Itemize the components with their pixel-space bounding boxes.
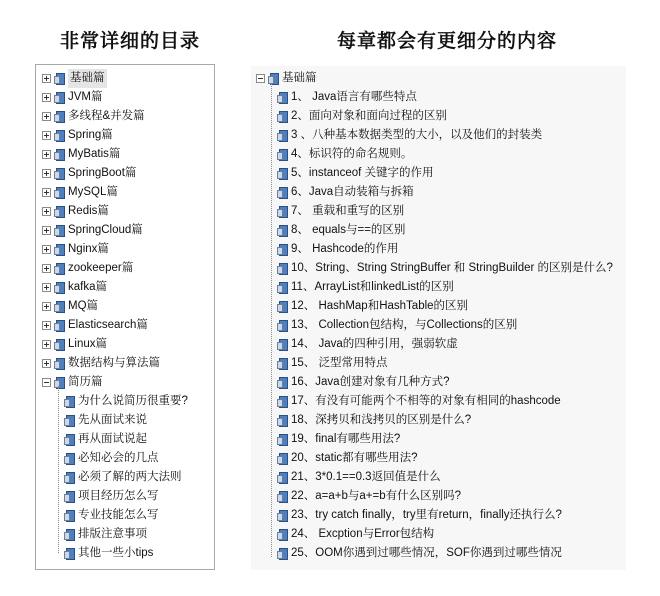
document-icon bbox=[54, 358, 64, 370]
document-icon bbox=[54, 168, 64, 180]
tree-item-label: MQ篇 bbox=[68, 300, 99, 312]
tree-item[interactable] bbox=[42, 69, 107, 88]
tree-item[interactable] bbox=[42, 126, 113, 145]
tree-root[interactable] bbox=[256, 69, 317, 88]
document-icon bbox=[277, 130, 287, 142]
document-icon bbox=[277, 415, 287, 427]
tree-subitem[interactable] bbox=[277, 202, 404, 221]
document-icon bbox=[277, 453, 287, 465]
tree-item-label: 简历篇 bbox=[68, 376, 103, 388]
tree-subitem-label: 21、3*0.1==0.3返回值是什么 bbox=[291, 471, 441, 483]
tree-item[interactable] bbox=[42, 88, 103, 107]
tree-subitem[interactable] bbox=[277, 449, 418, 468]
document-icon bbox=[277, 339, 287, 351]
tree-item-label: zookeeper篇 bbox=[68, 262, 134, 274]
document-icon bbox=[277, 377, 287, 389]
document-icon bbox=[277, 529, 287, 541]
tree-subitem[interactable] bbox=[277, 373, 449, 392]
tree-item[interactable] bbox=[42, 202, 109, 221]
tree-subitem[interactable] bbox=[277, 259, 613, 278]
tree-subitem-label: 15、 泛型常用特点 bbox=[291, 357, 388, 369]
tree-subitem-label: 专业技能怎么写 bbox=[78, 509, 159, 521]
document-icon bbox=[54, 339, 64, 351]
document-icon bbox=[64, 434, 74, 446]
document-icon bbox=[277, 282, 287, 294]
tree-subitem[interactable] bbox=[277, 487, 461, 506]
collapse-icon[interactable] bbox=[256, 74, 265, 83]
tree-subitem[interactable] bbox=[277, 88, 417, 107]
document-icon bbox=[277, 206, 287, 218]
tree-subitem[interactable] bbox=[277, 335, 458, 354]
tree-item[interactable] bbox=[42, 183, 118, 202]
tree-subitem[interactable] bbox=[277, 354, 388, 373]
tree-subitem[interactable] bbox=[64, 487, 159, 506]
expand-icon[interactable] bbox=[42, 264, 51, 273]
tree-subitem-label: 4、标识符的命名规则。 bbox=[291, 148, 413, 160]
document-icon bbox=[277, 396, 287, 408]
document-icon bbox=[54, 377, 64, 389]
left-tree-panel[interactable] bbox=[35, 64, 215, 570]
tree-subitem[interactable] bbox=[277, 525, 434, 544]
document-icon bbox=[54, 244, 64, 256]
tree-subitem-label: 14、 Java的四种引用，强弱软虚 bbox=[291, 338, 458, 350]
document-icon bbox=[277, 111, 287, 123]
document-icon bbox=[277, 149, 287, 161]
expand-icon[interactable] bbox=[42, 359, 51, 368]
document-icon bbox=[277, 472, 287, 484]
tree-subitem-label: 25、OOM你遇到过哪些情况，SOF你遇到过哪些情况 bbox=[291, 547, 562, 559]
document-icon bbox=[277, 92, 287, 104]
tree-item-label: SpringCloud篇 bbox=[68, 224, 143, 236]
tree-subitem-label: 24、 Excption与Error包结构 bbox=[291, 528, 435, 540]
document-icon bbox=[54, 282, 64, 294]
expand-icon[interactable] bbox=[42, 245, 51, 254]
tree-subitem-label: 项目经历怎么写 bbox=[78, 490, 159, 502]
tree-subitem-label: 其他一些小tips bbox=[78, 547, 154, 559]
document-icon bbox=[64, 529, 74, 541]
tree-item-label: 数据结构与算法篇 bbox=[68, 357, 160, 369]
tree-guide-line bbox=[58, 386, 59, 553]
tree-item-label: 基础篇 bbox=[68, 69, 107, 88]
tree-item-label: Elasticsearch篇 bbox=[68, 319, 148, 331]
tree-subitem-label: 23、try catch finally，try里有return，finally还执行么? bbox=[291, 509, 562, 521]
document-icon bbox=[277, 358, 287, 370]
document-icon bbox=[54, 130, 64, 142]
tree-subitem[interactable] bbox=[64, 525, 147, 544]
tree-subitem-label: 22、a=a+b与a+=b有什么区别吗? bbox=[291, 490, 462, 502]
tree-subitem[interactable] bbox=[277, 430, 400, 449]
document-icon bbox=[277, 320, 287, 332]
tree-root-label: 基础篇 bbox=[282, 72, 317, 84]
tree-subitem-label: 5、instanceof 关键字的作用 bbox=[291, 167, 434, 179]
document-icon bbox=[277, 510, 287, 522]
tree-subitem-label: 19、final有哪些用法? bbox=[291, 433, 401, 445]
tree-item-label: kafka篇 bbox=[68, 281, 107, 293]
document-icon bbox=[54, 111, 64, 123]
tree-item-label: 多线程&并发篇 bbox=[68, 110, 145, 122]
tree-subitem-label: 再从面试说起 bbox=[78, 433, 147, 445]
document-icon bbox=[54, 73, 64, 85]
document-icon bbox=[277, 263, 287, 275]
tree-subitem-label: 1、 Java语言有哪些特点 bbox=[291, 91, 417, 103]
tree-item[interactable] bbox=[42, 278, 107, 297]
tree-subitem[interactable] bbox=[277, 164, 434, 183]
tree-subitem[interactable] bbox=[277, 316, 517, 335]
tree-subitem[interactable] bbox=[277, 278, 454, 297]
tree-subitem[interactable] bbox=[64, 392, 188, 411]
document-icon bbox=[277, 225, 287, 237]
tree-item[interactable] bbox=[42, 145, 120, 164]
expand-icon[interactable] bbox=[42, 169, 51, 178]
tree-subitem[interactable] bbox=[277, 392, 561, 411]
right-tree-panel[interactable] bbox=[251, 66, 626, 570]
document-icon bbox=[64, 396, 74, 408]
document-icon bbox=[277, 301, 287, 313]
tree-subitem[interactable] bbox=[277, 297, 468, 316]
tree-subitem-label: 16、Java创建对象有几种方式? bbox=[291, 376, 450, 388]
document-icon bbox=[54, 92, 64, 104]
tree-subitem-label: 2、面向对象和面向过程的区别 bbox=[291, 110, 447, 122]
tree-item-label: JVM篇 bbox=[68, 91, 103, 103]
tree-subitem-label: 必知必会的几点 bbox=[78, 452, 159, 464]
tree-item[interactable] bbox=[42, 221, 143, 240]
tree-subitem-label: 6、Java自动装箱与拆箱 bbox=[291, 186, 414, 198]
tree-subitem-label: 7、 重载和重写的区别 bbox=[291, 205, 405, 217]
expand-icon[interactable] bbox=[42, 321, 51, 330]
document-icon bbox=[277, 548, 287, 560]
expand-icon[interactable] bbox=[42, 93, 51, 102]
document-icon bbox=[64, 510, 74, 522]
tree-subitem-label: 9、 Hashcode的作用 bbox=[291, 243, 399, 255]
tree-item[interactable] bbox=[42, 316, 148, 335]
tree-subitem[interactable] bbox=[277, 240, 398, 259]
document-icon bbox=[54, 149, 64, 161]
tree-subitem[interactable] bbox=[277, 506, 562, 525]
document-icon bbox=[64, 491, 74, 503]
tree-item[interactable] bbox=[42, 373, 103, 392]
document-icon bbox=[64, 472, 74, 484]
expand-icon[interactable] bbox=[42, 150, 51, 159]
tree-subitem-label: 11、ArrayList和linkedList的区别 bbox=[291, 281, 454, 293]
tree-subitem-label: 先从面试来说 bbox=[78, 414, 147, 426]
expand-icon[interactable] bbox=[42, 302, 51, 311]
tree-subitem[interactable] bbox=[277, 107, 447, 126]
tree-item-label: SpringBoot篇 bbox=[68, 167, 137, 179]
tree-subitem[interactable] bbox=[277, 468, 441, 487]
expand-icon[interactable] bbox=[42, 112, 51, 121]
document-icon bbox=[277, 491, 287, 503]
tree-subitem[interactable] bbox=[64, 430, 147, 449]
tree-subitem[interactable] bbox=[277, 544, 562, 563]
tree-subitem[interactable] bbox=[64, 506, 159, 525]
document-icon bbox=[64, 453, 74, 465]
document-icon bbox=[64, 548, 74, 560]
tree-item-label: MySQL篇 bbox=[68, 186, 118, 198]
document-icon bbox=[54, 225, 64, 237]
expand-icon[interactable] bbox=[42, 226, 51, 235]
document-icon bbox=[54, 206, 64, 218]
tree-subitem-label: 必须了解的两大法则 bbox=[78, 471, 182, 483]
tree-subitem-label: 17、有没有可能两个不相等的对象有相同的hashcode bbox=[291, 395, 561, 407]
document-icon bbox=[277, 187, 287, 199]
tree-subitem[interactable] bbox=[64, 544, 153, 563]
tree-subitem[interactable] bbox=[277, 126, 542, 145]
tree-subitem[interactable] bbox=[277, 221, 405, 240]
tree-subitem-label: 8、 equals与==的区别 bbox=[291, 224, 406, 236]
tree-subitem-label: 10、String、String StringBuffer 和 StringBuilder 的区别是什么? bbox=[291, 262, 613, 274]
tree-item-label: Linux篇 bbox=[68, 338, 107, 350]
tree-subitem[interactable] bbox=[277, 145, 412, 164]
tree-subitem[interactable] bbox=[64, 411, 147, 430]
tree-item-label: MyBatis篇 bbox=[68, 148, 121, 160]
tree-subitem-label: 排版注意事项 bbox=[78, 528, 147, 540]
document-icon bbox=[54, 187, 64, 199]
tree-subitem-label: 为什么说简历很重要? bbox=[78, 395, 188, 407]
expand-icon[interactable] bbox=[42, 74, 51, 83]
tree-item[interactable] bbox=[42, 259, 133, 278]
tree-subitem-label: 12、 HashMap和HashTable的区别 bbox=[291, 300, 469, 312]
tree-subitem[interactable] bbox=[277, 411, 471, 430]
document-icon bbox=[54, 320, 64, 332]
tree-item[interactable] bbox=[42, 297, 98, 316]
tree-item[interactable] bbox=[42, 240, 109, 259]
tree-item-label: Spring篇 bbox=[68, 129, 113, 141]
document-icon bbox=[268, 73, 278, 85]
tree-subitem-label: 20、static都有哪些用法? bbox=[291, 452, 418, 464]
tree-item[interactable] bbox=[42, 354, 160, 373]
expand-icon[interactable] bbox=[42, 207, 51, 216]
expand-icon[interactable] bbox=[42, 283, 51, 292]
expand-icon[interactable] bbox=[42, 340, 51, 349]
tree-guide-line bbox=[271, 84, 272, 557]
expand-icon[interactable] bbox=[42, 131, 51, 140]
tree-item-label: Redis篇 bbox=[68, 205, 109, 217]
collapse-icon[interactable] bbox=[42, 378, 51, 387]
tree-item[interactable] bbox=[42, 335, 107, 354]
tree-subitem-label: 3 、八种基本数据类型的大小，以及他们的封装类 bbox=[291, 129, 543, 141]
tree-item[interactable] bbox=[42, 164, 136, 183]
tree-subitem[interactable] bbox=[64, 468, 182, 487]
tree-subitem-label: 13、 Collection包结构，与Collections的区别 bbox=[291, 319, 518, 331]
tree-item[interactable] bbox=[42, 107, 145, 126]
tree-subitem-label: 18、深拷贝和浅拷贝的区别是什么? bbox=[291, 414, 472, 426]
expand-icon[interactable] bbox=[42, 188, 51, 197]
document-icon bbox=[54, 263, 64, 275]
tree-subitem[interactable] bbox=[277, 183, 414, 202]
document-icon bbox=[277, 168, 287, 180]
document-icon bbox=[277, 434, 287, 446]
document-icon bbox=[54, 301, 64, 313]
tree-item-label: Nginx篇 bbox=[68, 243, 109, 255]
right-heading: 每章都会有更细分的内容 bbox=[337, 31, 558, 52]
tree-subitem[interactable] bbox=[64, 449, 159, 468]
document-icon bbox=[64, 415, 74, 427]
document-icon bbox=[277, 244, 287, 256]
left-heading: 非常详细的目录 bbox=[60, 31, 201, 52]
